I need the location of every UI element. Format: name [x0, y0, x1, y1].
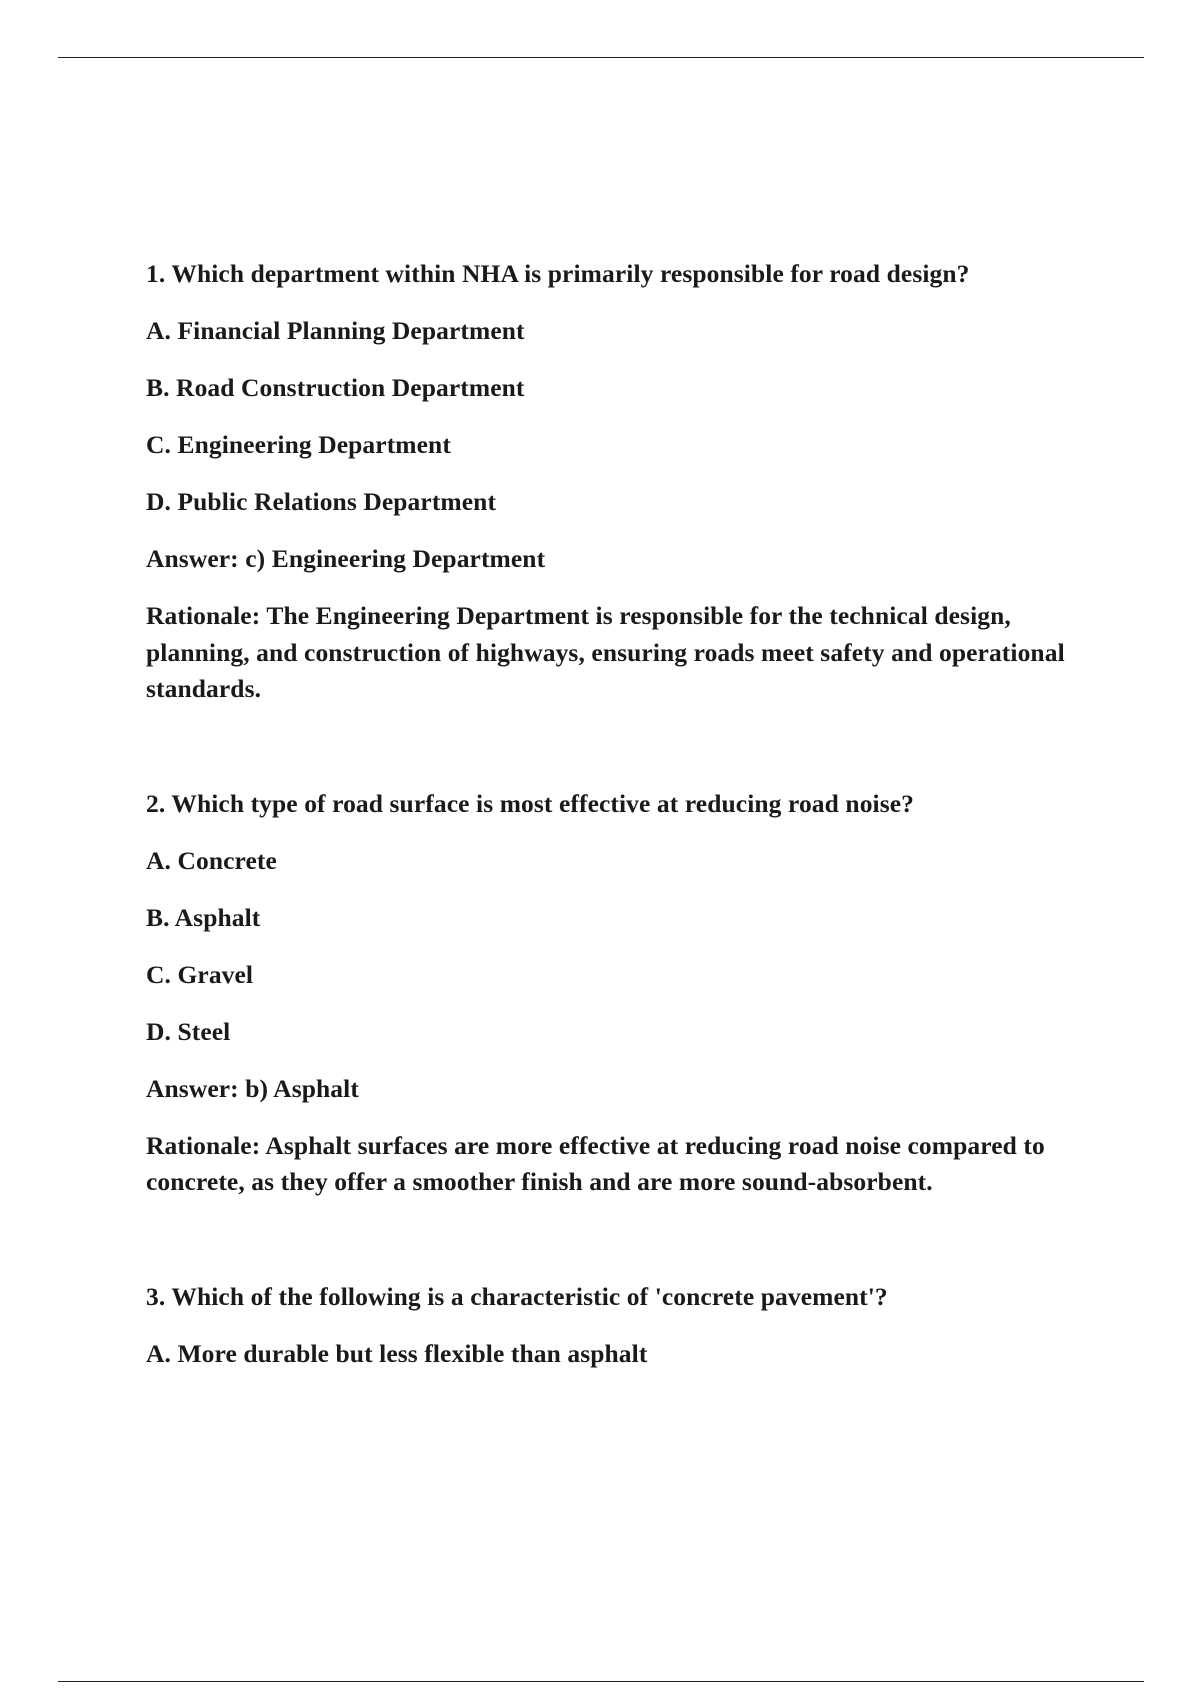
option-a: A. Concrete [146, 845, 277, 875]
question-text: 2. Which type of road surface is most effective at reducing road noise? [146, 788, 915, 818]
option-c: C. Gravel [146, 959, 254, 989]
option-b: B. Road Construction Department [146, 373, 525, 402]
option-c: C. Engineering Department [146, 430, 451, 459]
rationale-text: Rationale: The Engineering Department is responsible for the technical design, planning, and construction of highways, ensuring roads meet safety and operational standards. [146, 601, 1065, 703]
question-text: 1. Which department within NHA is primarily responsible for road design? [146, 259, 970, 288]
question-text: 3. Which of the following is a characteristic of 'concrete pavement'? [146, 1281, 888, 1311]
header-rule [58, 57, 1144, 58]
footer-rule [58, 1681, 1144, 1682]
answer-text: Answer: b) Asphalt [146, 1073, 359, 1103]
question-block-1 [146, 256, 1096, 708]
question-block-2 [146, 786, 1096, 1201]
option-b: B. Asphalt [146, 902, 261, 932]
document-body [146, 256, 1096, 1393]
option-d: D. Steel [146, 1016, 231, 1046]
option-a: A. More durable but less flexible than asphalt [146, 1338, 648, 1368]
answer-text: Answer: c) Engineering Department [146, 544, 546, 573]
option-d: D. Public Relations Department [146, 487, 497, 516]
rationale-text: Rationale: Asphalt surfaces are more effective at reducing road noise compared to concrete, as they offer a smoother finish and are more sound-absorbent. [146, 1130, 1045, 1196]
question-block-3 [146, 1279, 1096, 1372]
option-a: A. Financial Planning Department [146, 316, 525, 345]
